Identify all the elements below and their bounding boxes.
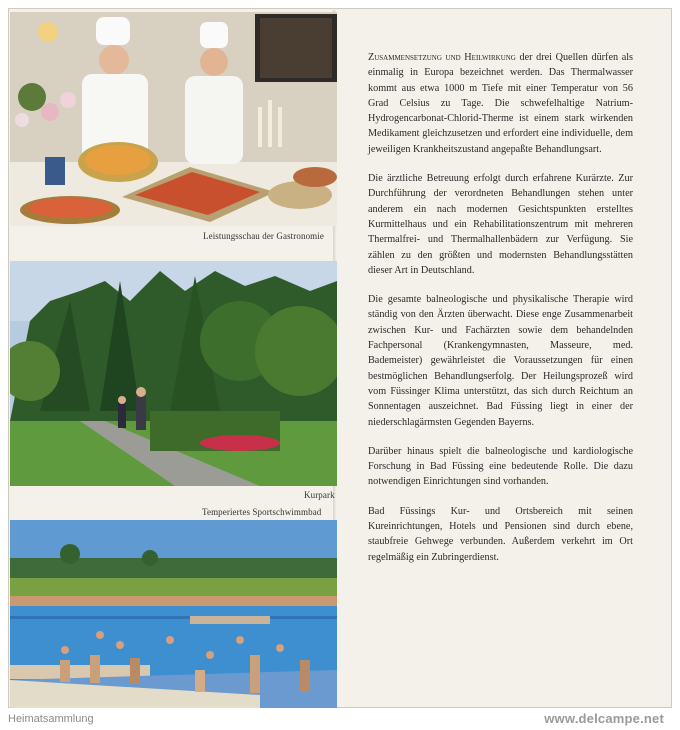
caption-kurpark: Kurpark <box>304 490 335 500</box>
paragraph-composition <box>368 50 633 157</box>
kurpark-photo <box>10 261 337 486</box>
description-text <box>368 50 633 579</box>
watermark-heimatsammlung: Heimatsammlung <box>8 713 94 725</box>
gastronomy-photo <box>10 12 337 226</box>
watermark-delcampe: www.delcampe.net <box>544 711 664 726</box>
paragraph-medical-care: Die ärztliche Betreuung erfolgt durch erfahrene Kurärzte. Zur Durchführung der verordneten Behandlungen stehen unter anderem ein nach modernen Gesichtspunkten erstelltes Kurmittelhaus und ein Rehabilitationszentrum mit mehreren Thermalfrei- und Thermalhallenbädern zur Verfügung. Sie zählen zu den größten und modernsten Behandlungsstätten dieser Art in Deutschland. <box>368 173 633 276</box>
paragraph-paths: Bad Füssings Kur- und Ortsbereich mit seinen Kureinrichtungen, Hotels und Pensionen sind durch ebene, staubfreie Gehwege verbunden. Außerdem verkehrt im Ort regelmäßig ein Zubringerdienst. <box>368 505 633 563</box>
paragraph-therapy: Die gesamte balneologische und physikalische Therapie wird ständig von den Ärzten überwacht. Diese enge Zusammenarbeit zwischen Kur- und Fachärzten sowie dem behandelnden Fachpersonal (Krankengymnasten, Masseure, med. Bademeister) gewährleistet die Voraussetzungen für einen bestmöglichen Behandlungserfolg. Der Heilungsprozeß wird vom Füssinger Klima unterstützt, das sich durch Reichtum an Sonnentagen auszeichnet. Bad Füssing liegt in einer der niederschlagärmsten Gegenden Bayerns. <box>368 294 633 428</box>
paragraph-research: Darüber hinaus spielt die balneologische und kardiologische Forschung in Bad Füssing eine bedeutende Rolle. Die dazu notwendigen Einrichtungen sind vorhanden. <box>368 445 633 488</box>
caption-gastronomy: Leistungsschau der Gastronomie <box>203 231 324 241</box>
pool-photo <box>10 520 337 708</box>
paragraph-lead: Zusammensetzung und Heilwirkung <box>368 52 516 63</box>
paragraph-body: der drei Quellen dürfen als einmalig in Europa bezeichnet werden. Das Thermalwasser kommt aus etwa 1000 m Tiefe mit einer Temperatur von 56 Grad Celsius zu Tage. Die schwefelhaltige Natrium-Hydrogencarbonat-Chlorid-Therme ist einem stark wirkenden Medikament gleichzusetzen und erfordert eine individuelle, dem jeweiligen Krankheitszustand angepaßte Behandlungsart. <box>368 52 634 155</box>
caption-pool: Temperiertes Sportschwimmbad <box>202 507 322 517</box>
